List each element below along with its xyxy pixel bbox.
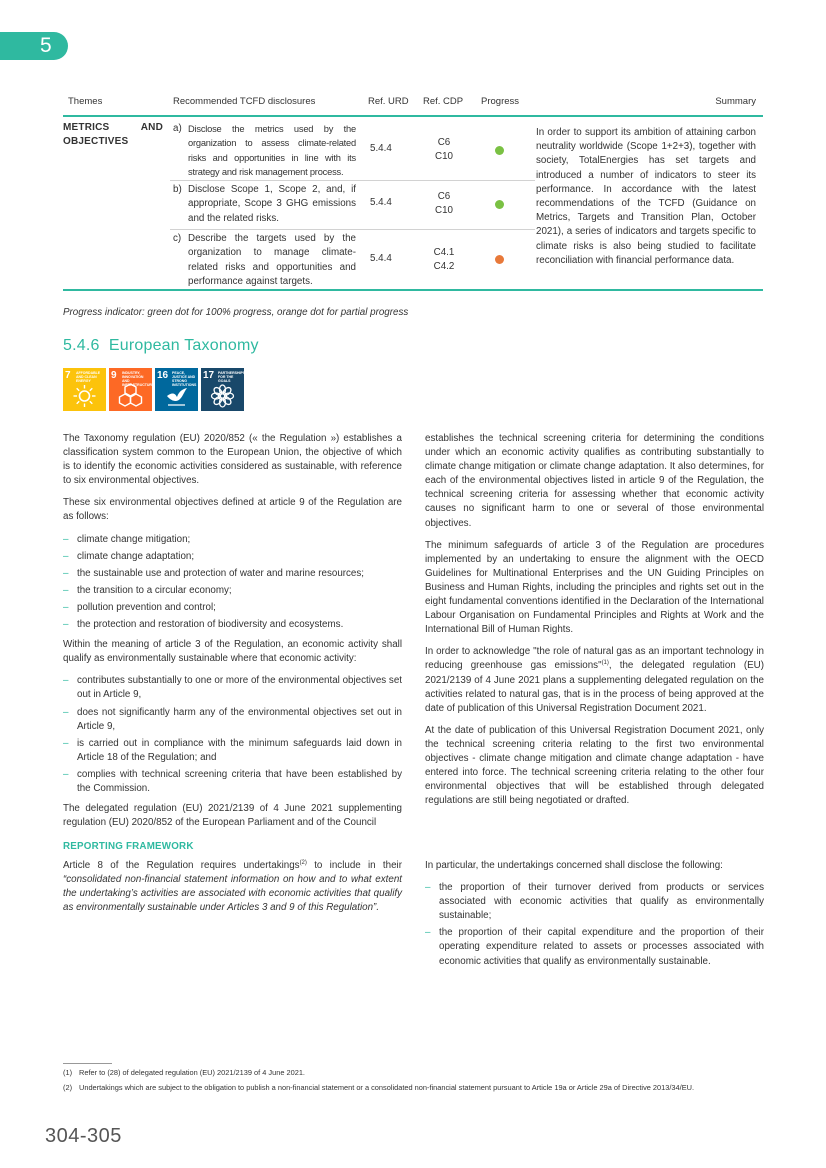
sdg-9-icon [109,368,155,411]
section-title [63,337,259,355]
header-ref-urd: Ref. URD [368,96,409,107]
table-row [170,183,535,227]
header-ref-cdp: Ref. CDP [423,96,464,107]
paragraph: At the date of publication of this Universal Registration Document 2021, only the technical screening criteria relating to the first two environmental objectives - climate change mitigation and climate change adaptation - have entered into force. The technical screening criteria relating to the other four environmental objectives that will be established through delegated regulations are still being negotiated or drafted. [425,724,764,807]
header-recommended: Recommended TCFD disclosures [173,96,316,107]
body-right-column [425,432,764,816]
list-item: – the proportion of their capital expenditure and the proportion of their operating expenditure related to assets or processes associated with economic activities that qualify as environmentally sustainable. [425,927,764,967]
list-item: – contributes substantially to one or more of the environmental objectives set out in Article 9, [63,675,402,701]
footnote [63,1068,765,1079]
paragraph: In order to acknowledge "the role of natural gas as an important technology in reducing greenhouse gas emissions"$^{(1)}$, the delegated regulation (EU) 2021/2139 of 4 June 2021 plans a supplementing delegated regulation on the activities related to natural gas, that is in the process of being approved at the date of publication of this Universal Registration Document 2021. [425,646,764,714]
list-item: – climate change mitigation; [63,533,191,545]
progress-legend-note: Progress indicator: green dot for 100% progress, orange dot for partial progress [63,307,409,318]
sdg-caption: PEACE, JUSTICE AND STRONG INSTITUTIONS [172,371,197,387]
theme-word-metrics: METRICS [63,122,110,133]
row-ref-cdp-1: C6 [437,191,451,202]
sdg-number: 9 [111,370,117,381]
row-ref-cdp-1: C6 [437,137,451,148]
page-numbers: 304-305 [45,1125,122,1147]
paragraph: The delegated regulation (EU) 2021/2139 of 4 June 2021 supplementing regulation (EU) 2020/852 of the European Parliament and of the Council [63,803,402,829]
footnote-text: Undertakings which are subject to the obligation to publish a non-financial statement or a consolidated non-financial statement pursuant to Article 19a or Article 29a of Directive 2013/34/EU. [79,1083,695,1092]
reporting-left-column [63,859,402,923]
reporting-right-column [425,859,764,975]
header-themes: Themes [68,96,103,107]
progress-dot-partial [495,255,504,264]
list-item: – the sustainable use and protection of water and marine resources; [63,567,364,579]
footnote-number: (1) [63,1068,73,1077]
table-row [170,122,535,178]
sdg-number: 16 [157,370,169,381]
sdg-17-icon [201,368,244,411]
header-progress: Progress [481,96,520,107]
sdg-caption: INDUSTRY, INNOVATION AND INFRASTRUCTURE [122,371,155,387]
list-item: – the proportion of their turnover derived from products or services associated with economic activities that qualify as environmentally sustainable; [425,882,764,922]
list-item: – pollution prevention and control; [63,601,216,613]
table-row [170,232,535,288]
row-letter: a) [173,123,182,134]
list-item: – does not significantly harm any of the environmental objectives set out in Article 9, [63,706,402,732]
chapter-tab [0,32,68,60]
row-letter: b) [173,184,182,195]
footnote-ref: (2) [299,860,307,866]
row-ref-cdp-2: C4.2 [433,261,455,272]
sdg-number: 7 [65,370,71,381]
row-ref-cdp-2: C10 [435,151,453,162]
row-ref-cdp [424,136,464,164]
tcfd-table [63,96,763,296]
row-ref-cdp [424,190,464,218]
list-item: – is carried out in compliance with the minimum safeguards laid down in Article 18 of the Regulation; and [63,737,402,763]
reporting-framework-heading: REPORTING FRAMEWORK [63,841,194,852]
footnote-ref: (1) [601,660,609,667]
paragraph: These six environmental objectives defined at article 9 of the Regulation are as follows: [63,497,402,523]
row-divider [170,180,535,181]
list-item: – climate change adaptation; [63,550,195,562]
row-disclosure: Describe the targets used by the organization to manage climate-related risks and opportunities and performance against targets. [188,233,356,287]
conditions-list [63,674,402,796]
footnote-divider [63,1063,112,1064]
progress-dot-complete [495,200,504,209]
paragraph: The Taxonomy regulation (EU) 2020/852 (« the Regulation ») establishes a classification system common to the European Union, the objective of which is to identify the economic activities considered as sustainable, with reference to six environmental objectives. [63,433,402,487]
list-item: – the protection and restoration of biodiversity and ecosystems. [63,619,344,631]
section-number: 5.4.6 [63,337,100,354]
cubes-icon [117,382,144,409]
row-ref-cdp-1: C4.1 [433,247,455,258]
progress-dot-complete [495,146,504,155]
header-summary: Summary [715,96,756,107]
sun-icon [71,382,98,409]
table-header-rule [63,115,763,117]
footnote-text: Refer to (28) of delegated regulation (EU) 2021/2139 of 4 June 2021. [79,1068,305,1077]
theme-label [63,121,163,149]
dove-icon [163,382,190,409]
sdg-caption: AFFORDABLE AND CLEAN ENERGY [76,371,101,383]
objectives-list [63,533,402,633]
footnote [63,1083,765,1105]
row-ref-urd: 5.4.4 [370,253,392,264]
section-title-text: European Taxonomy [108,337,259,354]
chapter-number: 5 [40,34,52,57]
sdg-number: 17 [203,370,215,381]
row-ref-cdp-2: C10 [435,205,453,216]
row-disclosure: Disclose Scope 1, Scope 2, and, if appropriate, Scope 3 GHG emissions and the related risks. [188,184,356,224]
summary-text: In order to support its ambition of attaining carbon neutrality worldwide (Scope 1+2+3), together with society, TotalEnergies has set targets and introduced a number of indicators to steer its performance. In accordance with the latest recommendations of the TCFD (Guidance on Metrics, Targets and Transition Plan, October 2021), a series of indicators and targets specific to climate risks is also being studied to facilitate reconciliation with financial performance data. [536,127,756,266]
footnote-number: (2) [63,1083,73,1092]
row-ref-urd: 5.4.4 [370,197,392,208]
row-divider [170,229,535,230]
row-disclosure: Disclose the metrics used by the organization to assess climate-related risks and opportunities in line with its strategy and risk management process. [188,124,356,177]
sdg-7-icon [63,368,106,411]
paragraph: Within the meaning of article 3 of the Regulation, an economic activity shall qualify as environmentally sustainable where that economic activity: [63,639,402,665]
table-bottom-rule [63,289,763,291]
list-item: – complies with technical screening criteria that have been established by the Commission. [63,768,402,794]
row-ref-urd: 5.4.4 [370,143,392,154]
flower-icon [209,382,236,409]
sdg-16-icon [155,368,198,411]
theme-word-and: AND [140,122,163,133]
paragraph: The minimum safeguards of article 3 of the Regulation are procedures implemented by an undertaking to ensure the alignment with the OECD Guidelines for Multinational Enterprises and the UN Guiding Principles on Business and Human Rights, including the principles and rights set out in the eight fundamental conventions identified in the Declaration of the International Labour Organisation on Fundamental Principles and Rights at Work and the International Bill of Human Rights. [425,539,764,636]
paragraph: In particular, the undertakings concerned shall disclose the following: [425,860,723,871]
sdg-caption: PARTNERSHIPS FOR THE GOALS [218,371,246,383]
row-letter: c) [173,233,182,244]
body-left-column [63,432,402,838]
paragraph: establishes the technical screening criteria for determining the conditions under which an economic activity qualifies as contributing substantially to climate change mitigation or climate change adaptation. It also determines, for each of the environmental objectives listed in article 9 of the Regulation, the technical screening criteria for assessing whether that economic activity causes no significant harm to one or several of those environmental objectives. [425,433,764,529]
disclosure-list [425,881,764,969]
theme-word-objectives: OBJECTIVES [63,136,129,147]
list-item: – the transition to a circular economy; [63,584,232,596]
paragraph: Article 8 of the Regulation requires undertakings$^{(2)}$ to include in their “consolidated non-financial statement information on how and to what extent the undertaking’s activities are associated with economic activities that qualify as environmentally sustainable under Articles 3 and 9 of this Regulation”. [63,860,402,914]
row-ref-cdp [424,246,464,274]
